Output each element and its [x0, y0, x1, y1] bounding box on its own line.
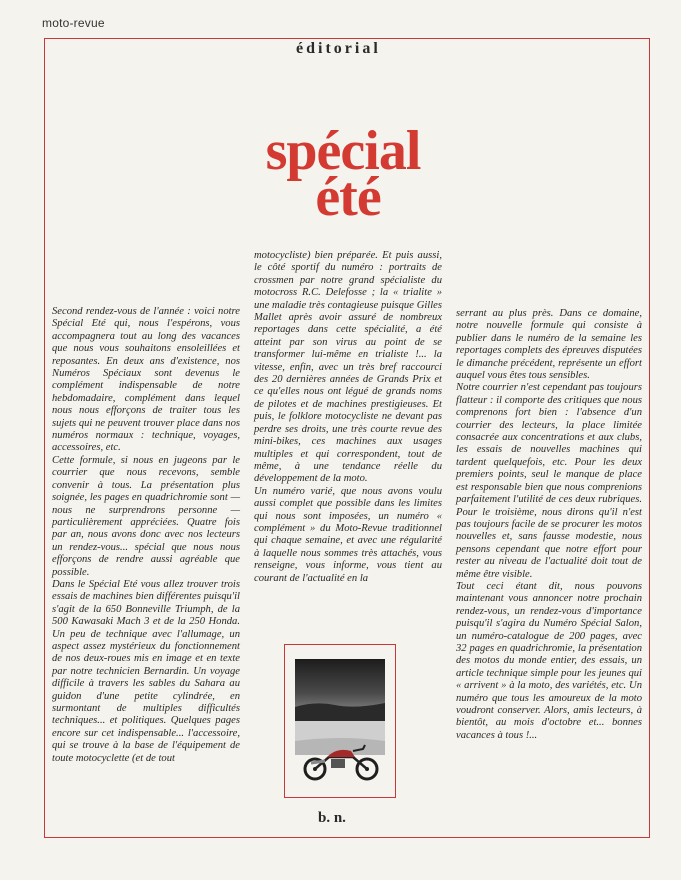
text-column-2: [254, 250, 442, 585]
text-column-3: [456, 308, 642, 742]
paragraph: Notre courrier n'est cependant pas toujours flatteur : il comporte des critiques que nous comprenons fort bien : l'absence d'un courrier des lecteurs, la place limitée consacrée aux concentrations et aux clubs, les essais de nouvelles machines qui tardent quelquefois, etc. Pour les deux premiers points, seul le manque de place est responsable bien que nous comprenions parfaitement l'utilité de ces deux rubriques. Pour le troisième, nous dirons qu'il n'est pas toujours facile de se procurer les motos nouvelles et, sans fausse modestie, nous pensons cependant que notre effort pour rester au niveau de l'actualité doit tout de même être visible.: [456, 382, 642, 580]
paragraph: motocycliste) bien préparée. Et puis aussi, le côté sportif du numéro : portraits de crossmen par notre grand spécialiste du motocross R.C. Delefosse ; la « trialite » une maladie très contagieuse puisque Gilles Mallet après avoir assuré de nombreux reportages dans cette spécialité, a été atteint par son virus au point de se transformer lui-même en trialiste !... la vitesse, enfin, avec un très bref raccourci des 20 dernières années de Grands Prix et ce qu'elles nous ont légué de grands noms de pilotes et de machines prestigieuses. Et puis, le folklore motocycliste ne devant pas perdre ses droits, une très courte revue des mini-bikes, ces machines aux usages multiples et qui correspondent, tout de même, à une tendance réelle du développement de la moto.: [254, 250, 442, 485]
paragraph: Second rendez-vous de l'année : voici notre Spécial Eté qui, nous l'espérons, vous accompagnera tout au long des vacances que nous vous souhaitons ensoleillées et reposantes. En deux ans d'existence, nos Numéros Spéciaux sont devenus le complément indispensable de notre hebdomadaire, complément dans lequel nous nous efforçons de traiter tous les sujets qui ne peuvent trouver place dans nos numéros normaux : technique, voyages, accessoires, etc.: [52, 306, 240, 454]
section-title: éditorial: [296, 40, 381, 57]
paragraph: serrant au plus près. Dans ce domaine, notre nouvelle formule qui consiste à publier dans le numéro de la semaine les reportages complets des épreuves disputées le dimanche précédent, représente un effort auquel vous êtes tous sensibles.: [456, 308, 642, 382]
headline: [228, 120, 458, 228]
magazine-name: moto-revue: [42, 16, 105, 30]
headline-line-2: été: [315, 166, 381, 228]
motorcycle-photo-illustration: [285, 645, 395, 797]
paragraph: Tout ceci étant dit, nous pouvons maintenant vous annoncer notre prochain rendez-vous, un rendez-vous d'importance puisqu'il s'agira du Numéro Spécial Salon, un numéro-catalogue de 200 pages, avec 32 pages en quadrichromie, la présentation des motos du monde entier, des essais, un article technique simple pour les jeunes qui « arrivent » à la moto, des variétés, etc. Un numéro que tous les amoureux de la moto voudront conserver. Alors, amis lecteurs, à bientôt, au mois d'octobre et... bonnes vacances à tous !...: [456, 580, 642, 741]
text-column-1: [52, 306, 240, 765]
paragraph: Un numéro varié, que nous avons voulu aussi complet que possible dans les limites qui nous sont imposées, un numéro « complément » du Moto-Revue traditionnel qui chaque semaine, et avec une régularité à laquelle nous sommes très attachés, vous renseigne, vous informe, vous tient au courant de l'actualité en la: [254, 485, 442, 584]
paragraph: Dans le Spécial Eté vous allez trouver trois essais de machines bien différentes puisqu'il s'agit de la 650 Bonneville Triumph, de la 500 Kawasaki Mach 3 et de la 250 Honda. Un peu de technique avec l'allumage, un aspect assez mystérieux du fonctionnement de nos deux-roues mis en image et en texte par notre technicien Bernardin. Un voyage difficile à travers les sables du Sahara au guidon d'une petite cylindrée, en surmontant de multiples difficultés techniques... et politiques. Quelques pages encore sur cet indispensable... l'accessoire, qui se trouve à la base de l'équipement de toute motocyclette (et de tout: [52, 578, 240, 764]
motorcycle-photo: [284, 644, 396, 798]
headline-line-1: spécial: [265, 120, 421, 182]
paragraph: Cette formule, si nous en jugeons par le courrier que nous recevons, semble convenir à tous. La présentation plus soignée, les pages en quadrichromie sont — nous ne surprendrons personne — particulièrement appréciées. Quatre fois par an, nous avons donc avec nos lecteurs un rendez-vous... spécial que nous nous efforçons de rendre aussi agréable que possible.: [52, 454, 240, 578]
signature: b. n.: [318, 810, 346, 826]
